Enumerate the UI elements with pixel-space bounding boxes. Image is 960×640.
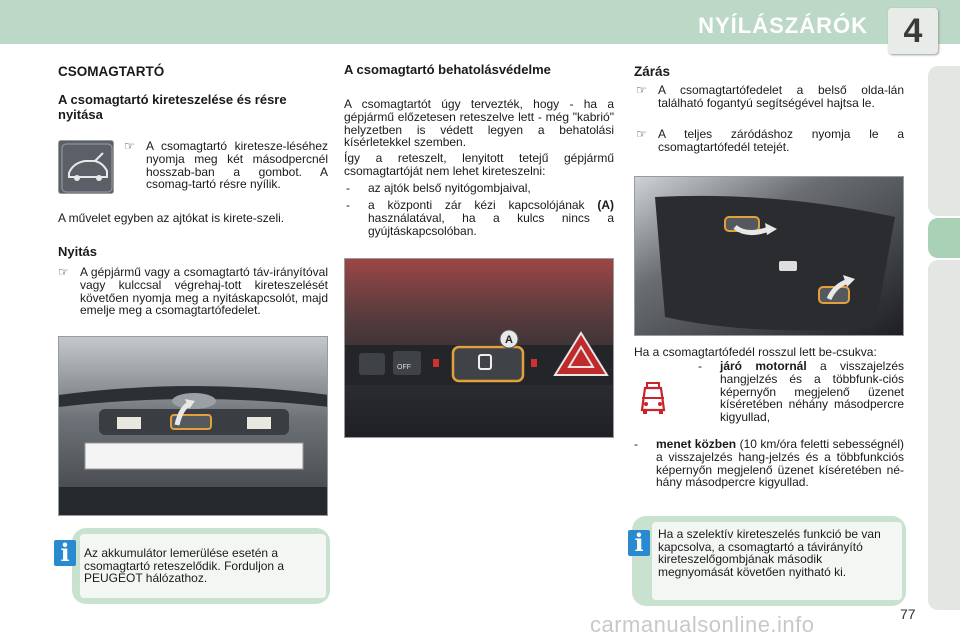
- figure-label-a: A: [505, 334, 513, 346]
- antitheft-item2: - a központi zár kézi kapcsolójának (A) használatával, ha a kulcs nincs a gyújtáskapcsolóban.: [346, 198, 614, 238]
- summary-text: A művelet egyben az ajtókat is kirete-szeli.: [58, 211, 285, 225]
- side-tab: [928, 66, 960, 216]
- antitheft-para1: A csomagtartót úgy tervezték, hogy - ha a gépjármű előzetesen reteszelve lett - még "kabrió" helyzetben is védett legyen a behatolási kísérletekkel szemben.: [344, 97, 614, 150]
- pointing-hand-icon: ☞: [124, 139, 135, 153]
- trunk-closing-photo: [634, 176, 904, 336]
- info-icon: i: [628, 530, 650, 556]
- unlock-instruction: ☞ A csomagtartó kiretesze-léséhez nyomja meg két másodpercnél hosszab-ban a gombot. A csomag-tartó résre nyílik.: [124, 139, 328, 192]
- antitheft-para2: Így a reteszelt, lenyitott tetejű gépjármű csomagtartóját nem lehet kireteszelni:: [344, 151, 614, 178]
- antitheft-title: A csomagtartó behatolásvédelme: [344, 62, 551, 77]
- central-lock-photo: [344, 258, 614, 438]
- page-title: NYÍLÁSZÁRÓK: [698, 13, 868, 38]
- trunk-button-icon: [58, 140, 114, 194]
- watermark: carmanualsonline.info: [590, 612, 815, 637]
- info-text: Az akkumulátor lemerülése esetén a csomagtartó reteszelődik. Forduljon a PEUGEOT hálózathoz.: [84, 546, 285, 586]
- chapter-number: 4: [903, 12, 923, 50]
- off-label: OFF: [397, 364, 411, 371]
- pointing-hand-icon: ☞: [636, 127, 647, 141]
- side-tab: [928, 260, 960, 610]
- trunk-open-warning-icon: [638, 380, 668, 416]
- info-box-content: [80, 534, 326, 598]
- chapter-badge: [888, 8, 938, 54]
- closing-step1: ☞ A csomagtartófedelet a belső olda-lán található fogantyú segítségével hajtsa le.: [636, 83, 904, 110]
- info-box: [72, 528, 330, 604]
- opening-title: Nyitás: [58, 244, 98, 259]
- page-number: 77: [900, 606, 916, 622]
- subsection-title: A csomagtartó kireteszelése és résre nyitása: [58, 92, 287, 122]
- info-icon: i: [54, 540, 76, 566]
- info-box-content: [652, 522, 902, 600]
- pointing-hand-icon: ☞: [636, 83, 647, 97]
- antitheft-item1: - az ajtók belső nyitógombjaival,: [346, 181, 531, 195]
- info-box: [632, 516, 906, 606]
- warning-intro: Ha a csomagtartófedél rosszul lett be-csukva:: [634, 345, 877, 359]
- side-tab-active: [928, 218, 960, 258]
- trunk-opening-photo: [58, 336, 328, 516]
- info-text: Ha a szelektív kireteszelés funkció be van kapcsolva, a csomagtartó a távirányító kireteszelőgombjának második megnyomását követően nyitható ki.: [658, 527, 881, 579]
- opening-instruction: ☞ A gépjármű vagy a csomagtartó táv-irányítóval vagy kulccsal végrehaj-tott kireteszelését követően nyomja meg a nyitáskapcsolót, majd emelje meg a csomagtartófedelet.: [58, 265, 328, 318]
- closing-step2: ☞ A teljes záródáshoz nyomja le a csomagtartófedél tetejét.: [636, 127, 904, 154]
- warning-item-engine: - járó motornál a visszajelzés hangjelzés és a többfunk-ciós képernyőn megjelenő üzenet kíséretében néhány másodpercre kigyullad,: [698, 359, 904, 425]
- closing-title: Zárás: [634, 64, 671, 79]
- pointing-hand-icon: ☞: [58, 265, 69, 279]
- section-title: CSOMAGTARTÓ: [58, 64, 165, 79]
- warning-item-driving: - menet közben (10 km/óra feletti sebességnél) a visszajelzés hang-jelzés és a többfunkciós képernyőn megjelenő üzenet kíséretében né-hány másodpercre kigyullad.: [634, 437, 904, 490]
